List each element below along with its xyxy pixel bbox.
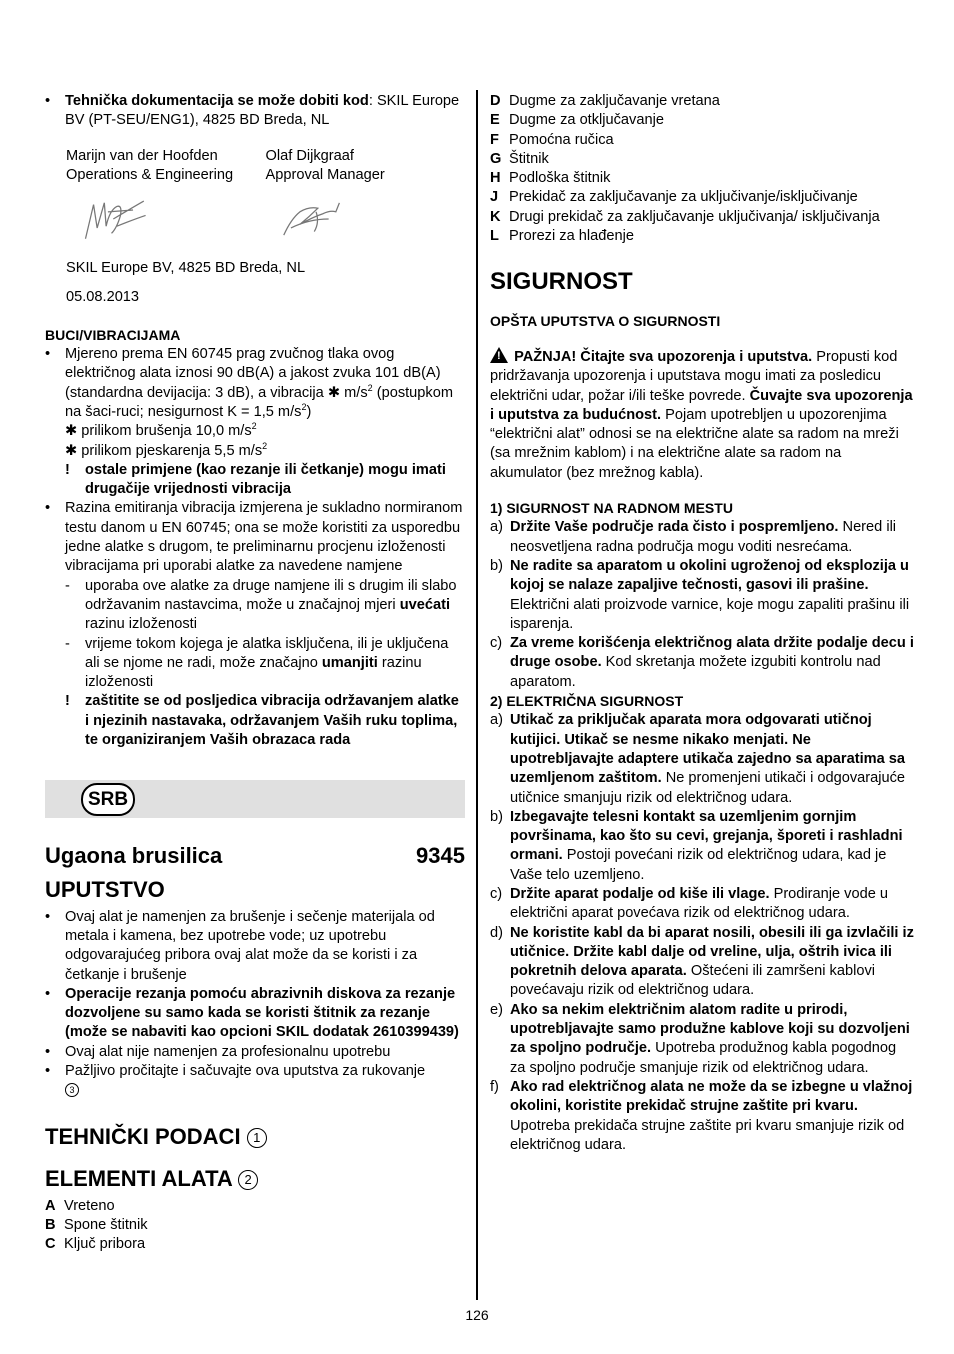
safety-item: c) Držite aparat podalje od kiše ili vlage. Prodiranje vode u električni aparat povećava rizik od električnog udara. [490, 885, 888, 922]
part-item: F Pomoćna ručica [490, 131, 614, 148]
emission-bullet: • Razina emitiranja vibracija izmjerena je sukladno normiranom testu danom u EN 60745; ona se može koristiti za usporedbu jedne alatke s drugom, te preliminarnu procjenu izloženosti vibracijama pri uporabi alatke za navedene namjene [45, 500, 463, 575]
intro-bullet: • Ovaj alat je namenjen za brušenje i sečenje materijala od metala i kamena, bez upotrebe vode; uz upotrebu odgovarajućeg pribora ovaj alat može da se koristi i za četkanje i brušenje [45, 908, 435, 983]
part-item: H Podloška štitnik [490, 170, 611, 187]
signatory-name: Marijn van der Hoofden [66, 147, 218, 164]
intro-bullet: • Pažljivo pročitajte i sačuvajte ova uputstva za rukovanje 3 [45, 1062, 426, 1096]
signature-2 [273, 189, 465, 249]
part-item: C Ključ pribora [45, 1236, 146, 1253]
manual-heading: UPUTSTVO [45, 876, 165, 902]
safety-item: a) Utikač za priključak aparata mora odgovarati utičnoj kutijici. Utikač se nesme nikako menjati. Ne upotrebljavajte adaptere utikača zajedno sa aparatima sa uzemljenom zaštitom. Ne promenjeni utikači i odgovarajuće utičnice smanjuju rizik od električnog udara. [490, 712, 906, 806]
product-title: Ugaona brusilica [45, 843, 223, 869]
signatories [66, 147, 465, 186]
protect-note: ! zaštitite se od posljedica vibracija održavanjem alatke i njezinih nastavaka, održavanjem Vaših ruku toplima, te organiziranjem Vaših obrazaca rada [65, 693, 459, 749]
column-divider [476, 90, 478, 1300]
company-address: SKIL Europe BV, 4825 BD Breda, NL [66, 260, 306, 277]
part-item: D Dugme za zaključavanje vretana [490, 93, 720, 109]
other-uses-note: ! ostale primjene (kao rezanje ili četkanje) mogu imati drugačije vrijednosti vibracija [65, 461, 446, 498]
signatory-name: Olaf Dijkgraaf [265, 147, 354, 164]
signatory-role: Approval Manager [265, 166, 385, 183]
part-item: B Spone štitnik [45, 1216, 148, 1233]
tech-data-heading: TEHNIČKI PODACI 1 [45, 1123, 465, 1151]
signatory [266, 147, 466, 186]
document-date: 05.08.2013 [66, 289, 140, 306]
part-item: G Štitnik [490, 150, 549, 167]
section-heading: 1) SIGURNOST NA RADNOM MESTU [490, 500, 733, 517]
signatory [66, 147, 266, 186]
page-number: 126 [465, 1307, 489, 1323]
safety-item: a) Držite Vaše područje rada čisto i pospremljeno. Nered ili neosvetljena radna područja mogu voditi nesrećama. [490, 519, 897, 555]
tech-doc-text: : SKIL Europe BV (PT-SEU/ENG1), 4825 BD Breda, NL [65, 93, 460, 129]
safety-item: b) Ne radite sa aparatom u okolini ugroženoj od eksplozija u kojoj se nalaze zapaljive tečnosti, gasovi ili prašine. Električni alati proizvode varnice, koje mogu zapaliti prašinu ili isparenja. [490, 557, 910, 632]
star-icon: ✱ [327, 384, 341, 401]
tech-doc-label: Tehnička dokumentacija se može dobiti kod [65, 93, 369, 109]
safety-item: d) Ne koristite kabl da bi aparat nosili, obesili ili ga izvlačili iz utičnice. Držite kabl dalje od vreline, ulja, oštrih ivica ili pokretnih delova aparata. Oštećeni ili zamršeni kablovi povećavaju rizik od električnog udara. [490, 924, 914, 999]
signature-1 [81, 189, 273, 249]
part-item: E Dugme za otključavanje [490, 112, 664, 129]
safety-item: b) Izbegavajte telesni kontakt sa uzemljenim gornjim površinama, kao što su cevi, grejanja, šporeti i rashladni ormani. Postoji povećani rizik od električnog udara, kad je Vaše telo uzemljeno. [490, 808, 903, 883]
language-badge: SRB [81, 783, 135, 816]
star-icon: ✱ [65, 423, 78, 440]
dash-item: - vrijeme tokom kojega je alatka isključena, ili je uključena ali se njome ne radi, može značajno umanjiti razinu izloženosti [65, 635, 449, 691]
intro-bullet: • Ovaj alat nije namenjen za profesionalnu upotrebu [45, 1043, 391, 1060]
model-number: 9345 [416, 843, 465, 869]
part-item: A Vreteno [45, 1197, 115, 1214]
elements-heading: ELEMENTI ALATA 2 [45, 1165, 465, 1193]
left-column [45, 92, 465, 1254]
figure-ref: 1 [247, 1128, 267, 1148]
dash-item: - uporaba ove alatke za druge namjene ili s drugim ili slabo održavanim nastavcima, može u značajnoj mjeri uvećati razinu izloženosti [65, 577, 457, 633]
part-item: J Prekidač za zaključavanje za uključivanje/isključivanje [490, 189, 858, 206]
safety-heading: SIGURNOST [490, 268, 633, 296]
figure-ref: 3 [65, 1083, 79, 1097]
language-bar [45, 780, 465, 818]
intro-bullet: • Operacije rezanja pomoću abrazivnih diskova za rezanje dozvoljene su samo kada se koristi štitnik za rezanje (može se nabaviti kao opcioni SKIL dodatak 2610399439) [45, 985, 459, 1041]
tech-doc-bullet: • Tehnička dokumentacija se može dobiti kod: SKIL Europe BV (PT-SEU/ENG1), 4825 BD Breda, NL [45, 93, 460, 129]
part-item: L Prorezi za hlađenje [490, 228, 634, 245]
warning-paragraph: ! PAŽNJA! Čitajte sva upozorenja i uputstva. Propusti kod pridržavanja upozorenja i uputstava mogu imati za posledicu električni udar, požar i/ili teške povrede. Čuvajte sva upozorenja i uputstva za budućnost. Pojam upotrebljen u upozorenjima “električni alat” odnosi se na električne alate sa radom na mreži (sa mrežnim kablom) i na električne alate sa radom na akumulator (bez mrežnog kabla). [490, 347, 915, 483]
noise-bullet: • Mjereno prema EN 60745 prag zvučnog tlaka ovog električnog alata iznosi 90 dB(A) a jakost zvuka 101 dB(A) (standardna devijacija: 3 dB), a vibracija ✱ $m/s^2$ (postupkom na šaci-ruci; nesigurnost K = 1,5 $m/s^2$) ✱ prilikom brušenja 10,0 $m/s^2$ ✱ prilikom pjeskarenja 5,5 $m/s^2$ [45, 346, 453, 459]
section-heading: 2) ELEKTRIČNA SIGURNOST [490, 693, 684, 710]
part-item: K Drugi prekidač za zaključavanje uključivanja/ isključivanja [490, 208, 880, 225]
safety-item: e) Ako sa nekim električnim alatom radite u prirodi, upotrebljavajte samo produžne kablove koji su dozvoljeni za spoljno područje. Upotreba produžnog kabla pogodnog za spoljno područje smanjuje rizik od električnog udara. [490, 1001, 910, 1076]
vibration-grinding: prilikom brušenja 10,0 m/s [77, 423, 252, 440]
star-icon: ✱ [65, 442, 78, 459]
general-safety-heading: OPŠTA UPUTSTVA O SIGURNOSTI [490, 312, 721, 329]
product-title-row [45, 843, 465, 869]
right-column [490, 92, 915, 1155]
warning-triangle-icon [490, 347, 508, 363]
signatory-role: Operations & Engineering [66, 166, 234, 183]
safety-item: c) Za vreme korišćenja električnog alata držite podalje decu i druge osobe. Kod skretanja možete izgubiti kontrolu nad aparatom. [490, 635, 914, 690]
signatures [81, 189, 465, 259]
figure-ref: 2 [238, 1170, 258, 1190]
noise-heading: BUCI/VIBRACIJAMA [45, 326, 181, 343]
vibration-sanding: prilikom pjeskarenja 5,5 m/s [77, 442, 263, 459]
safety-item: f) Ako rad električnog alata ne može da se izbegne u vlažnoj okolini, koristite prekidač strujne zaštite pri kvaru. Upotreba prekidača strujne zaštite pri kvaru smanjuje rizik od električnog udara. [490, 1078, 913, 1153]
